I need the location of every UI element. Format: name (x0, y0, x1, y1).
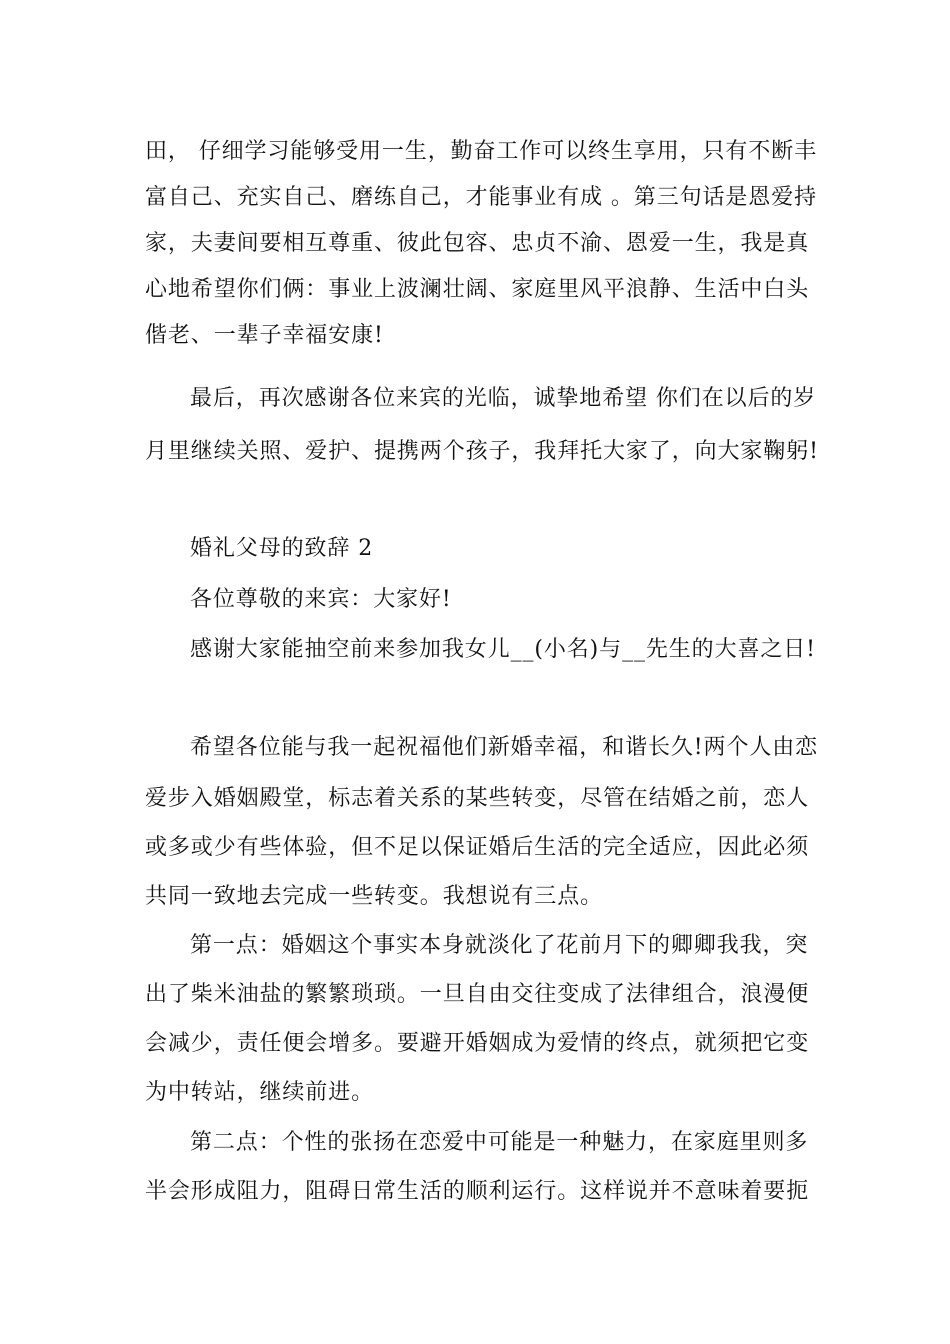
paragraph-line: 富自己、充实自己、磨练自己，才能事业有成 。第三句话是恩爱持 (145, 185, 817, 210)
paragraph-line: 感谢大家能抽空前来参加我女儿__(小名)与__先生的大喜之日! (190, 637, 816, 662)
paragraph-line: 月里继续关照、爱护、提携两个孩子，我拜托大家了，向大家鞠躬! (145, 439, 819, 464)
paragraph-line: 第二点：个性的张扬在恋爱中可能是一种魅力，在家庭里则多 (190, 1130, 809, 1155)
paragraph-line: 心地希望你们俩：事业上波澜壮阔、家庭里风平浪静、生活中白头 (145, 277, 810, 302)
paragraph-line: 希望各位能与我一起祝福他们新婚幸福，和谐长久!两个人由恋 (190, 735, 819, 760)
paragraph-line: 爱步入婚姻殿堂，标志着关系的某些转变，尽管在结婚之前，恋人 (145, 786, 810, 811)
paragraph-line: 出了柴米油盐的繁繁琐琐。一旦自由交往变成了法律组合，浪漫便 (145, 982, 810, 1007)
paragraph-line: 第一点：婚姻这个事实本身就淡化了花前月下的卿卿我我，突 (190, 933, 809, 958)
paragraph-line: 或多或少有些体验，但不足以保证婚后生活的完全适应，因此必须 (145, 835, 810, 860)
paragraph-line: 会减少，责任便会增多。要避开婚姻成为爱情的终点，就须把它变 (145, 1031, 810, 1056)
paragraph-line: 半会形成阻力，阻碍日常生活的顺利运行。这样说并不意味着要扼 (145, 1179, 810, 1204)
paragraph-line: 为中转站，继续前进。 (145, 1080, 375, 1105)
paragraph-line: 共同一致地去完成一些转变。我想说有三点。 (145, 884, 604, 909)
section-heading: 婚礼父母的致辞 2 (190, 536, 374, 561)
salutation-line: 各位尊敬的来宾：大家好! (190, 587, 452, 612)
paragraph-line: 家，夫妻间要相互尊重、彼此包容、忠贞不渝、恩爱一生，我是真 (145, 231, 810, 256)
paragraph-line: 偕老、一辈子幸福安康! (145, 323, 384, 348)
paragraph-line: 最后，再次感谢各位来宾的光临，诚挚地希望 你们在以后的岁 (190, 386, 817, 411)
paragraph-line: 田， 仔细学习能够受用一生，勤奋工作可以终生享用，只有不断丰 (145, 139, 817, 164)
